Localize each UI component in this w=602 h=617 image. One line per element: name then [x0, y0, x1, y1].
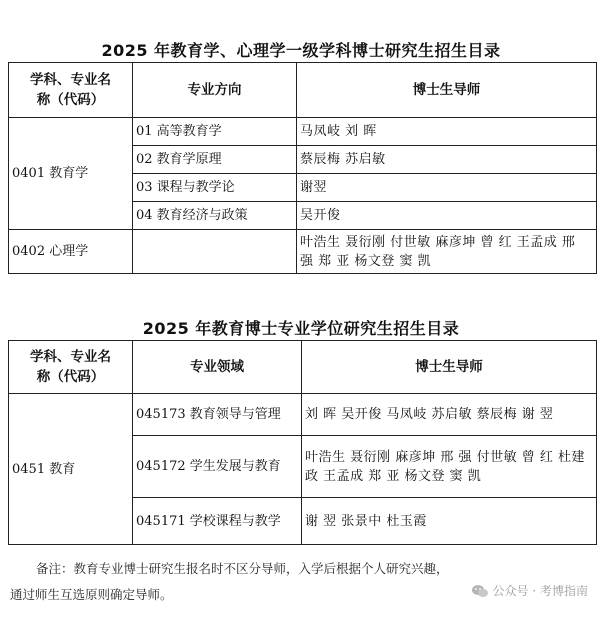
table1-title: 2025 年教育学、心理学一级学科博士研究生招生目录 [101, 41, 501, 60]
mentors-cell: 蔡辰梅 苏启敏 [297, 146, 597, 174]
direction-cell [133, 230, 297, 274]
field-cell: 045173 教育领导与管理 [133, 394, 302, 436]
header-mentors: 博士生导师 [302, 341, 597, 394]
header-discipline: 学科、专业名称（代码） [9, 63, 133, 118]
direction-cell: 02 教育学原理 [133, 146, 297, 174]
wechat-icon [471, 584, 489, 598]
mentors-cell: 刘 晖 吴开俊 马凤岐 苏启敏 蔡辰梅 谢 翌 [302, 394, 597, 436]
discipline-psychology: 0402 心理学 [9, 230, 133, 274]
doctoral-catalog-table-2 [8, 340, 597, 545]
table2-title: 2025 年教育博士专业学位研究生招生目录 [142, 319, 460, 338]
mentors-cell: 谢翌 [297, 174, 597, 202]
direction-cell: 01 高等教育学 [133, 118, 297, 146]
field-cell: 045172 学生发展与教育 [133, 436, 302, 498]
mentors-cell: 叶浩生 聂衍刚 麻彦坤 邢 强 付世敏 曾 红 杜建政 王孟成 郑 亚 杨文登 窦 凯 [302, 436, 597, 498]
header-mentors: 博士生导师 [297, 63, 597, 118]
discipline-education-professional: 0451 教育 [9, 394, 133, 545]
footnote-line-1: 备注：教育专业博士研究生报名时不区分导师，入学后根据个人研究兴趣， [36, 561, 449, 576]
watermark-text: 公众号 · 考博指南 [492, 584, 588, 598]
header-field: 专业领域 [133, 341, 302, 394]
discipline-education: 0401 教育学 [9, 118, 133, 230]
mentors-cell: 吴开俊 [297, 202, 597, 230]
mentors-cell: 谢 翌 张景中 杜玉霞 [302, 498, 597, 545]
mentors-cell: 马凤岐 刘 晖 [297, 118, 597, 146]
header-discipline: 学科、专业名称（代码） [9, 341, 133, 394]
doctoral-catalog-table-1 [8, 62, 597, 274]
watermark [471, 582, 588, 599]
header-direction: 专业方向 [133, 63, 297, 118]
mentors-cell: 叶浩生 聂衍刚 付世敏 麻彦坤 曾 红 王孟成 邢 强 郑 亚 杨文登 窦 凯 [297, 230, 597, 274]
direction-cell: 04 教育经济与政策 [133, 202, 297, 230]
footnote-line-2: 通过师生互选原则确定导师。 [10, 587, 173, 602]
direction-cell: 03 课程与教学论 [133, 174, 297, 202]
field-cell: 045171 学校课程与教学 [133, 498, 302, 545]
